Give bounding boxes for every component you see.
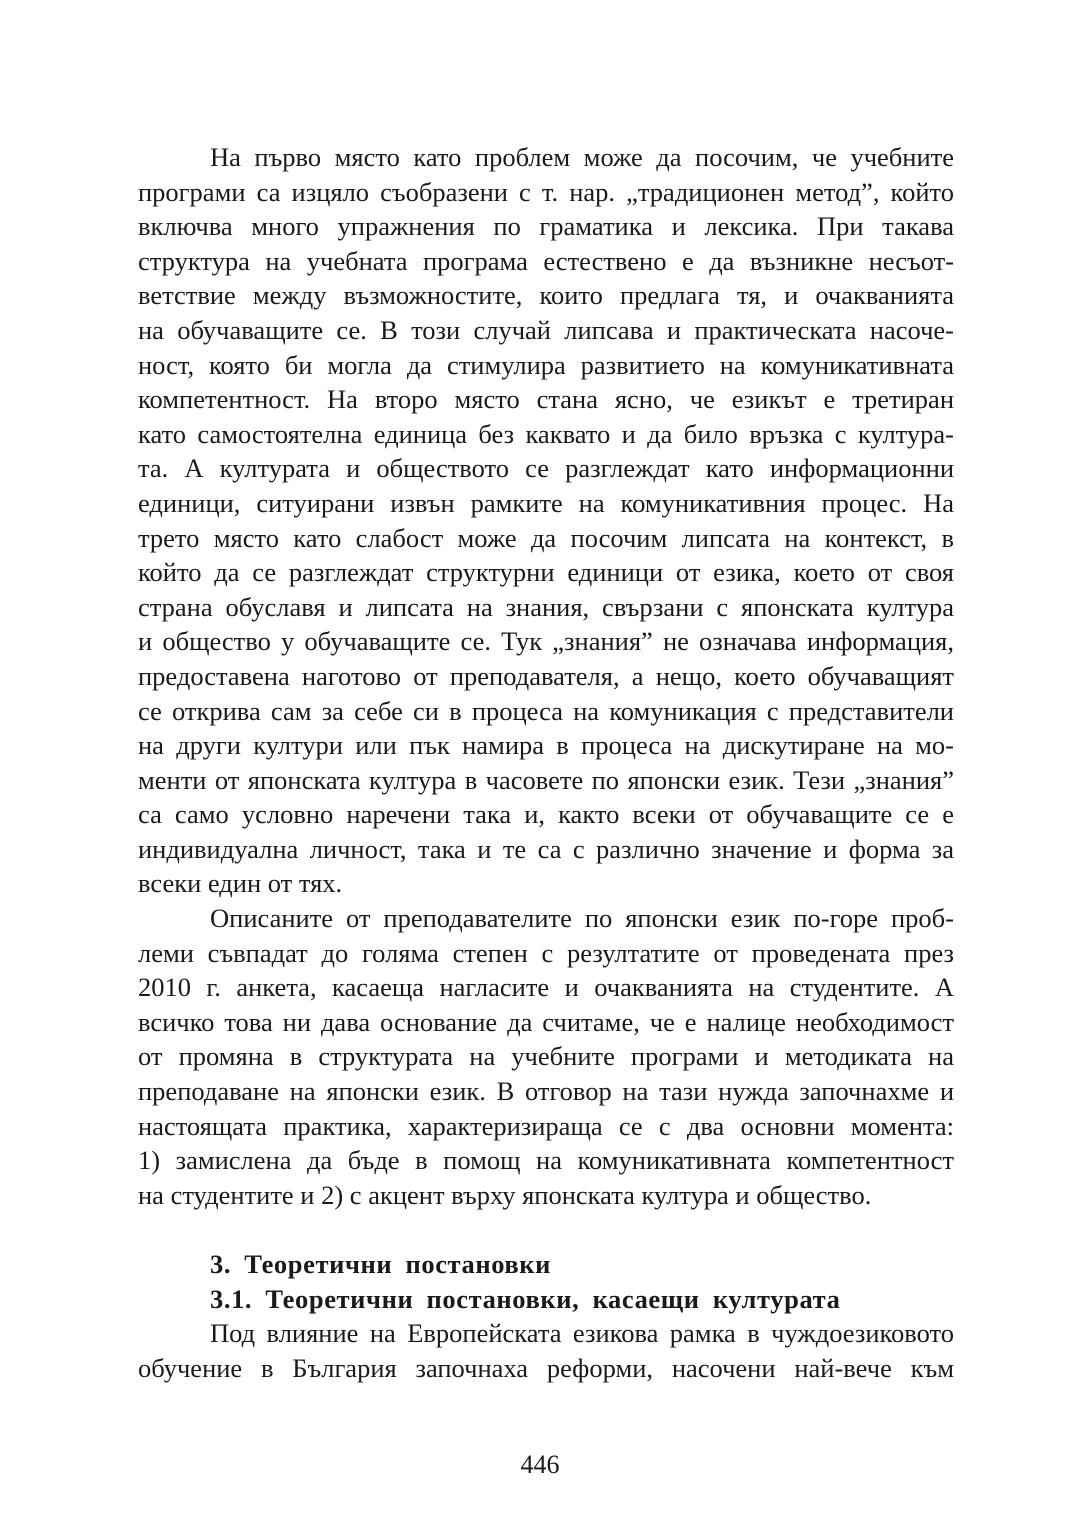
- text-line: 1) замислена да бъде в помощ на комуникативната компетентност: [138, 1145, 954, 1176]
- paragraph-2: [138, 901, 954, 1212]
- text-line: и общество у обучаващите се. Тук „знания” не означава информация,: [138, 626, 954, 657]
- text-line: като самостоятелна единица без каквато и да било връзка с култура-: [138, 418, 954, 449]
- text-line: ветствие между възможностите, които предлага тя, и очакванията: [138, 280, 954, 311]
- text-line: единици, ситуирани извън рамките на комуникативния процес. На: [138, 487, 954, 518]
- text-line: Под влияние на Европейската езикова рамка в чуждоезиковото: [210, 1318, 954, 1349]
- text-line: леми съвпадат до голяма степен с резултатите от проведената през: [138, 937, 954, 968]
- paragraph-3: [138, 1316, 954, 1385]
- text-line: страна обуславя и липсата на знания, свързани с японската култура: [138, 591, 954, 622]
- text-line: всеки един от тях.: [138, 868, 343, 899]
- section-heading: 3. Теоретични постановки: [210, 1249, 552, 1279]
- text-line: трето място като слабост може да посочим липсата на контекст, в: [138, 522, 954, 553]
- text-line: програми са изцяло съобразени с т. нар. „традиционен метод”, който: [138, 176, 954, 207]
- text-line: на други култури или пък намира в процеса на дискутиране на мо-: [138, 730, 954, 761]
- text-line: компетентност. На второ място стана ясно, че езикът е третиран: [138, 384, 954, 415]
- text-line: предоставена наготово от преподавателя, а нещо, което обучаващият: [138, 660, 954, 691]
- page-number: 446: [520, 1450, 560, 1479]
- text-line: 2010 г. анкета, касаеща нагласите и очакванията на студентите. А: [138, 972, 954, 1003]
- text-line: на обучаващите се. В този случай липсава и практическата насоче-: [138, 314, 954, 345]
- text-line: се открива сам за себе си в процеса на комуникация с представители: [138, 695, 954, 726]
- text-line: включва много упражнения по граматика и лексика. При такава: [138, 211, 954, 242]
- text-line: индивидуална личност, така и те са с различно значение и форма за: [138, 833, 954, 864]
- text-line: структура на учебната програма естествено е да възникне несъот-: [138, 245, 954, 276]
- text-line: който да се разглеждат структурни единици от езика, което от своя: [138, 557, 954, 588]
- paragraph-1: [138, 140, 954, 901]
- text-line: настоящата практика, характеризираща се с два основни момента:: [138, 1110, 954, 1141]
- text-line: обучение в България започнаха реформи, насочени най-вече към: [138, 1352, 954, 1383]
- subsection-heading: 3.1. Теоретични постановки, касаещи културата: [210, 1283, 841, 1314]
- text-line: ност, която би могла да стимулира развитието на комуникативната: [138, 349, 954, 380]
- text-line: Описаните от преподавателите по японски език по-горе проб-: [210, 903, 954, 934]
- text-line: от промяна в структурата на учебните програми и методиката на: [138, 1041, 954, 1072]
- text-line: менти от японската култура в часовете по японски език. Тези „знания”: [138, 764, 954, 795]
- section-gap: [138, 1212, 954, 1247]
- text-line: всичко това ни дава основание да считаме, че е налице необходимост: [138, 1006, 954, 1037]
- text-line: са само условно наречени така и, както всеки от обучаващите се е: [138, 799, 954, 830]
- text-line: та. А културата и обществото се разглеждат като информационни: [138, 453, 954, 484]
- text-line: На първо място като проблем може да посочим, че учебните: [210, 142, 954, 172]
- body-text: [138, 140, 954, 1385]
- text-line: на студентите и 2) с акцент върху японската култура и общество.: [138, 1179, 872, 1210]
- text-line: преподаване на японски език. В отговор на тази нужда започнахме и: [138, 1076, 954, 1107]
